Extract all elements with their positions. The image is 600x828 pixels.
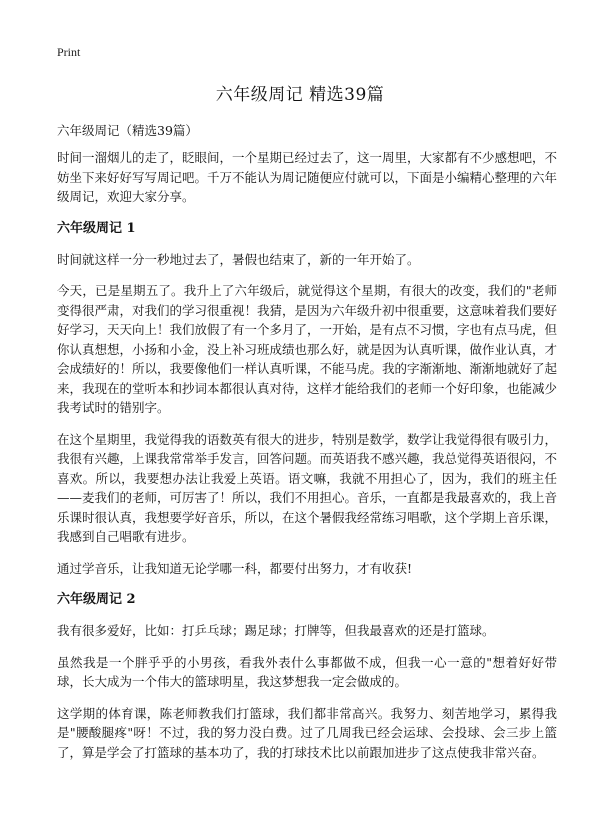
paragraph: 今天，已是星期五了。我升上了六年级后，就觉得这个星期，有很大的改变，我们的"老师变得很严肃，对我们的学习很重视！我猜，是因为六年级升初中很重要，这意味着我们要好好学习，天天向上！我们放假了有一个多月了，一开始，是有点不习惯，字也有点马虎，但你认真想想，小扬和小金，没上补习班成绩也那么好，就是因为认真听课，做作业认真，才会成绩好的！所以，我要像他们一样认真听课，不能马虎。我的字渐渐地、渐渐地就好了起来，我现在的堂听本和抄词本都很认真对待，这样才能给我们的老师一个好印象，也能减少我考试时的错别字。 — [57, 283, 558, 415]
section-heading-2: 六年级周记 2 — [57, 592, 136, 607]
paragraph: 在这个星期里，我觉得我的语数英有很大的进步，特别是数学，数学让我觉得很有吸引力，我很有兴趣，上课我常常举手发言，回答问题。而英语我不感兴趣，我总觉得英语很闷，不喜欢。所以，我要想办法让我爱上英语。语文嘛，我就不用担心了，因为，我们的班主任——麦我们的老师，可厉害了！所以，我们不用担心。音乐，一直都是我最喜欢的，我上音乐课时很认真，我想要学好音乐，所以，在这个暑假我经常练习唱歌，这个学期上音乐课，我感到自己唱歌有进步。 — [57, 431, 558, 544]
intro-paragraph: 时间一溜烟儿的走了，眨眼间，一个星期已经过去了，这一周里，大家都有不少感想吧，不妨坐下来好好写写周记吧。千万不能认为周记随便应付就可以，下面是小编精心整理的六年级周记，欢迎大家分享。 — [57, 150, 558, 204]
section-heading-1: 六年级周记 1 — [57, 220, 136, 236]
paragraph: 通过学音乐，让我知道无论学哪一科，都要付出努力，才有收获! — [57, 560, 413, 576]
paragraph: 虽然我是一个胖乎乎的小男孩，看我外表什么事都做不成，但我一心一意的"想着好好带球，长大成为一个伟大的篮球明星，我这梦想我一定会做成的。 — [57, 654, 557, 689]
print-link[interactable]: Print — [57, 45, 81, 59]
paragraph: 这学期的体育课，陈老师教我们打篮球，我们都非常高兴。我努力、刻苦地学习，累得我是"腰酸腿疼"呀！不过，我的努力没白费。过了几周我已经会运球、会投球、会三步上篮了，算是学会了打篮球的基本功了，我的打球技术比以前跟加进步了这点使我非常兴奋。 — [57, 705, 557, 760]
paragraph: 我有很多爱好，比如：打乒乓球；踢足球；打牌等，但我最喜欢的还是打篮球。 — [57, 623, 495, 638]
article-body — [57, 148, 557, 774]
article-subtitle: 六年级周记（精选39篇） — [57, 123, 198, 138]
paragraph: 时间就这样一分一秒地过去了，暑假也结束了，新的一年开始了。 — [57, 251, 420, 267]
page-title: 六年级周记 精选39篇 — [215, 85, 385, 105]
